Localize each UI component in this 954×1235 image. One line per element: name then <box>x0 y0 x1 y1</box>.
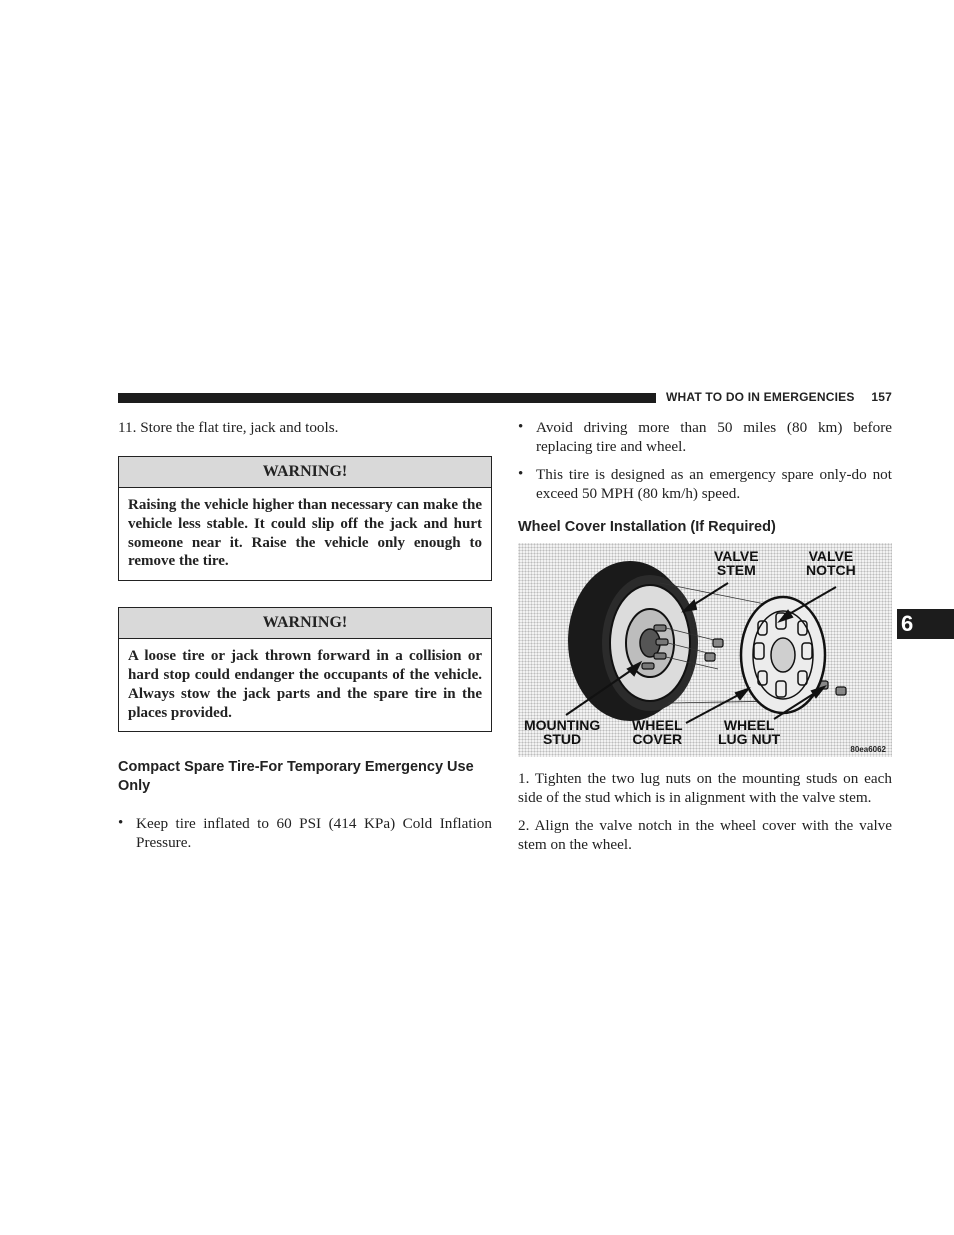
section-title: WHAT TO DO IN EMERGENCIES <box>666 390 855 404</box>
list-item <box>518 418 892 456</box>
bullet-text: This tire is designed as an emergency spare only-do not exceed 50 MPH (80 km/h) speed. <box>536 466 892 502</box>
warning-text: A loose tire or jack thrown forward in a collision or hard stop could endanger the occupants of the vehicle. Always stow the jack parts and the spare tire in the places provided. <box>128 648 482 721</box>
bullet-text: Avoid driving more than 50 miles (80 km) before replacing tire and wheel. <box>536 419 892 455</box>
label-valve-notch <box>806 549 856 577</box>
step-1: 1. Tighten the two lug nuts on the mounting studs on each side of the stud which is in alignment with the valve stem. <box>518 770 892 806</box>
left-column <box>118 418 492 861</box>
step-11: 11. Store the flat tire, jack and tools. <box>118 419 339 436</box>
chapter-tab: 6 <box>897 609 954 639</box>
label-valve-stem <box>714 549 759 577</box>
running-header <box>666 390 892 404</box>
warning-box-2 <box>118 607 492 732</box>
label-text: WHEEL COVER <box>632 717 683 747</box>
label-wheel-lug-nut <box>718 718 780 746</box>
warning-title: WARNING! <box>119 457 491 488</box>
wheel-cover-diagram <box>518 543 892 757</box>
bullet-text: Keep tire inflated to 60 PSI (414 KPa) Cold Inflation Pressure. <box>136 815 492 852</box>
bullet-icon: • <box>118 815 124 832</box>
label-mounting-stud <box>524 718 600 746</box>
label-text: WHEEL LUG NUT <box>718 717 781 747</box>
label-wheel-cover <box>632 718 683 746</box>
header-rule <box>118 393 656 403</box>
wheel-cover-heading: Wheel Cover Installation (If Required) <box>518 519 776 535</box>
step-2: 2. Align the valve notch in the wheel cover with the valve stem on the wheel. <box>518 817 892 853</box>
list-item <box>518 465 892 503</box>
page-number: 157 <box>871 390 892 404</box>
label-text: VALVE STEM <box>714 548 759 578</box>
figure-code: 80ea6062 <box>850 745 886 754</box>
bullet-icon: • <box>518 466 524 482</box>
label-text: VALVE NOTCH <box>806 548 856 578</box>
label-text: MOUNTING STUD <box>524 717 601 747</box>
right-column <box>518 418 892 873</box>
list-item <box>118 814 492 852</box>
warning-box-1 <box>118 456 492 581</box>
warning-text: Raising the vehicle higher than necessary can make the vehicle less stable. It could slip off the jack and hurt someone near it. Raise the vehicle only enough to remove the tire. <box>128 497 482 570</box>
compact-spare-heading: Compact Spare Tire-For Temporary Emergency Use Only <box>118 759 474 795</box>
warning-title: WARNING! <box>119 608 491 639</box>
bullet-icon: • <box>518 419 524 435</box>
